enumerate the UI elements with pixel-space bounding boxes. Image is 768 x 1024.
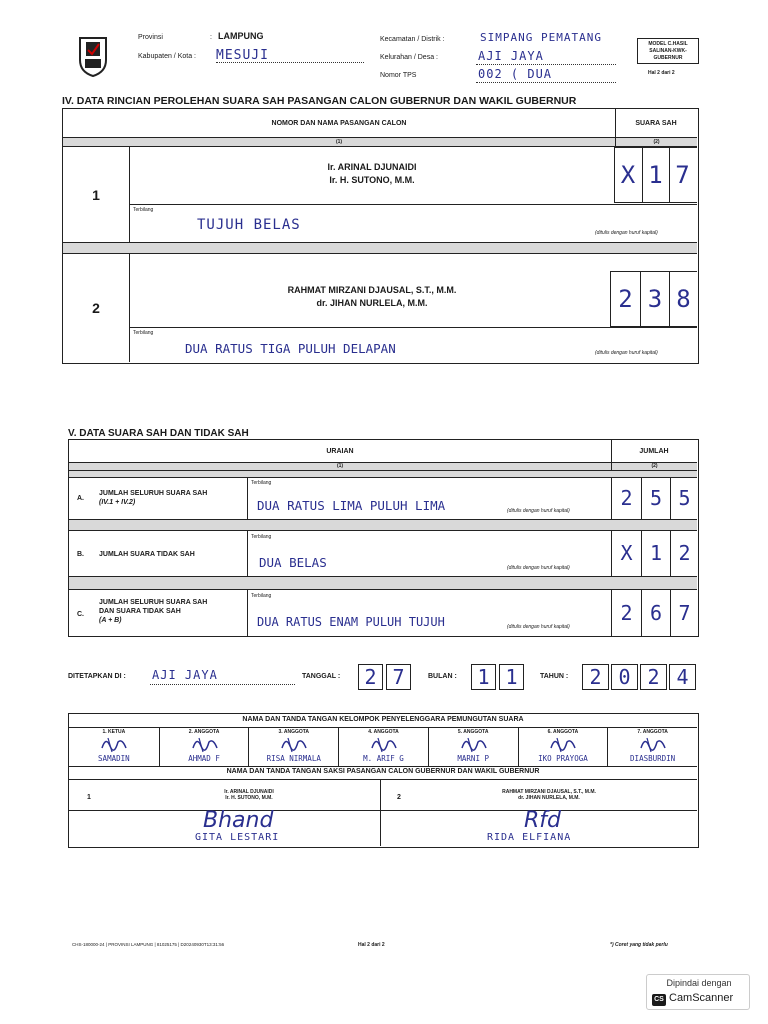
row-c-label3: (A + B) xyxy=(99,617,122,624)
row-b-terbilang: DUA BELAS xyxy=(259,555,327,570)
row-b-digit-1: X xyxy=(620,541,633,565)
row-a-letter: A. xyxy=(77,495,84,502)
candidate-2-kapital-note: (ditulis dengan huruf kapital) xyxy=(595,350,658,356)
bulan-digit-1: 1 xyxy=(471,664,496,690)
saksi-2-name: RIDA ELFIANA xyxy=(487,832,572,843)
tps-label: Nomor TPS xyxy=(380,72,417,79)
model-box: MODEL C.HASIL SALINAN-KWK-GUBERNUR xyxy=(637,38,699,64)
row-c-terbilang: DUA RATUS ENAM PULUH TUJUH xyxy=(257,615,445,629)
row-c-label1: JUMLAH SELURUH SUARA SAH xyxy=(99,599,208,606)
tanggal-digit-1: 2 xyxy=(358,664,383,690)
page-indicator: Hal 2 dari 2 xyxy=(648,70,675,76)
row-c-digits xyxy=(611,589,697,636)
kpps-role-7: 7. ANGGOTA xyxy=(637,729,668,735)
candidate-1-digit-1: X xyxy=(620,161,636,189)
kpps-name-1: SAMADIN xyxy=(98,754,130,763)
tahun-digit-3: 2 xyxy=(640,664,667,690)
signature-table xyxy=(68,713,699,848)
bulan-digit-2: 1 xyxy=(499,664,524,690)
row-a-label1: JUMLAH SELURUH SUARA SAH xyxy=(99,490,208,497)
kpps-role-2: 2. ANGGOTA xyxy=(188,729,220,735)
s5-col2-header: JUMLAH xyxy=(639,447,669,455)
candidate-2-votes xyxy=(610,271,697,327)
kpps-name-4: M. ARIF G xyxy=(363,754,404,763)
row-b-kapital-note: (ditulis dengan huruf kapital) xyxy=(507,565,570,571)
candidate-2-number: 2 xyxy=(92,300,100,316)
kelurahan-value: AJI JAYA xyxy=(478,49,544,63)
row-a-digits xyxy=(611,477,697,519)
saksi-1-signature: Bhand xyxy=(203,808,274,833)
footer-page: Hal 2 dari 2 xyxy=(358,942,385,948)
kpps-role-4: 4. ANGGOTA xyxy=(368,729,399,735)
kpps-name-6: IKO PRAYOGA xyxy=(538,754,588,763)
candidate-2-digit-3: 8 xyxy=(669,272,697,326)
s5-gap-c xyxy=(69,577,697,589)
candidate-2-name xyxy=(130,284,614,310)
kecamatan-value: SIMPANG PEMATANG xyxy=(480,31,602,44)
kpps-title: NAMA DAN TANDA TANGAN KELOMPOK PENYELENGGARA PEMUNGUTAN SUARA xyxy=(242,716,524,723)
candidate-2-digit-1: 2 xyxy=(618,285,633,313)
kpps-cell-5 xyxy=(428,728,518,766)
kpps-role-6: 6. ANGGOTA xyxy=(547,729,579,735)
candidate-2-name2: dr. JIHAN NURLELA, M.M. xyxy=(316,298,428,308)
saksi-1-number: 1 xyxy=(87,794,91,801)
kpps-name-3: RISA NIRMALA xyxy=(266,754,321,763)
candidate-1-terbilang: TUJUH BELAS xyxy=(197,217,301,233)
provinsi-value: LAMPUNG xyxy=(218,31,264,41)
kpps-cell-3 xyxy=(248,728,338,766)
footer-note: *) Coret yang tidak perlu xyxy=(610,942,668,948)
row-a-digit-2: 5 xyxy=(641,477,670,519)
candidate-1-name2: Ir. H. SUTONO, M.M. xyxy=(329,175,415,185)
saksi-2-cand2: dr. JIHAN NURLELA, M.M. xyxy=(518,795,580,801)
row-a-label xyxy=(99,489,207,507)
tanggal-digit-2: 7 xyxy=(386,664,411,690)
saksi-2-cand1: RAHMAT MIRZANI DJAUSAL, S.T., M.M. xyxy=(502,789,596,795)
tahun-digit-4: 4 xyxy=(669,664,696,690)
saksi-2-candidate xyxy=(469,789,629,801)
s4-col1-header: NOMOR DAN NAMA PASANGAN CALON xyxy=(271,119,407,127)
saksi-1-cand1: Ir. ARINAL DJUNAIDI xyxy=(224,789,274,795)
row-c-digit-1: 2 xyxy=(620,600,633,625)
kpu-logo xyxy=(76,34,110,78)
candidate-1-digit-2: 1 xyxy=(642,148,668,202)
kpps-role-3: 3. ANGGOTA xyxy=(278,729,310,735)
s4-col2-header: SUARA SAH xyxy=(635,119,677,127)
kpps-role-5: 5. ANGGOTA xyxy=(457,729,489,735)
candidate-2-terbilang: DUA RATUS TIGA PULUH DELAPAN xyxy=(185,341,396,356)
row-b-digit-3: 2 xyxy=(670,530,698,576)
camscanner-badge xyxy=(646,974,750,1010)
kelurahan-label: Kelurahan / Desa : xyxy=(380,54,438,61)
saksi-1-candidate xyxy=(199,789,299,801)
s5-col2-sub: (2) xyxy=(612,463,697,470)
bulan-label: BULAN : xyxy=(428,673,457,680)
candidate-2-digit-2: 3 xyxy=(640,272,669,326)
row-c-letter: C. xyxy=(77,611,84,618)
kpps-cell-7 xyxy=(607,728,697,766)
kpps-cell-1 xyxy=(69,728,159,766)
candidate-1-digit-3: 7 xyxy=(669,148,695,202)
saksi-title: NAMA DAN TANDA TANGAN SAKSI PASANGAN CALON GUBERNUR DAN WAKIL GUBERNUR xyxy=(226,768,540,775)
row-c-kapital-note: (ditulis dengan huruf kapital) xyxy=(507,624,570,630)
row-a-terbilang-label: Terbilang xyxy=(251,480,272,486)
tahun-digit-1: 2 xyxy=(582,664,609,690)
row-b-digits xyxy=(611,530,697,576)
kabupaten-label: Kabupaten / Kota : xyxy=(138,53,196,60)
candidate-2-name1: RAHMAT MIRZANI DJAUSAL, S.T., M.M. xyxy=(287,285,457,295)
candidate-1-name1: Ir. ARINAL DJUNAIDI xyxy=(327,162,417,172)
candidate-1-number: 1 xyxy=(92,186,100,203)
kpps-cell-6 xyxy=(518,728,608,766)
tahun-label: TAHUN : xyxy=(540,673,569,680)
kpps-name-2: AHMAD F xyxy=(188,754,220,763)
section4-title: IV. DATA RINCIAN PEROLEHAN SUARA SAH PASANGAN CALON GUBERNUR DAN WAKIL GUBERNUR xyxy=(62,95,577,107)
saksi-2-signature: Rfd xyxy=(524,808,561,833)
row-a-digit-1: 2 xyxy=(620,486,633,510)
saksi-1-name: GITA LESTARI xyxy=(195,832,280,843)
kpps-cell-4 xyxy=(338,728,428,766)
kpps-role-1: 1. KETUA xyxy=(102,729,126,735)
tanggal-label: TANGGAL : xyxy=(302,673,341,680)
tps-value: 002 ( DUA xyxy=(478,67,553,81)
row-c-digit-3: 7 xyxy=(670,589,698,636)
row-b-digit-2: 1 xyxy=(641,530,670,576)
row-c-label xyxy=(99,598,207,625)
candidate-1-votes xyxy=(614,147,697,203)
section4-table xyxy=(62,108,699,364)
kpps-name-5: MARNI P xyxy=(457,754,489,763)
scanner-label: Dipindai dengan xyxy=(666,978,732,988)
footer-code: CHS-180000-24 | PROVINSI LAMPUNG | 81025175 | D20240930T13:31:56 xyxy=(72,942,225,947)
ditetapkan-label: DITETAPKAN DI : xyxy=(68,673,126,680)
kpps-cell-2 xyxy=(159,728,249,766)
kpps-name-7: DIASBURDIN xyxy=(630,754,676,763)
s5-gap-b xyxy=(69,520,697,530)
candidate-1-kapital-note: (ditulis dengan huruf kapital) xyxy=(595,230,658,236)
ditetapkan-value: AJI JAYA xyxy=(152,668,218,682)
row-a-label2: (IV.1 + IV.2) xyxy=(99,499,136,506)
candidate-1-name xyxy=(130,161,614,187)
row-c-label2: DAN SUARA TIDAK SAH xyxy=(99,608,181,615)
provinsi-label: Provinsi xyxy=(138,34,163,41)
s4-col1-sub: (1) xyxy=(63,138,615,146)
section5-title: V. DATA SUARA SAH DAN TIDAK SAH xyxy=(68,428,249,439)
s4-separator xyxy=(63,242,697,254)
row-b-label1: JUMLAH SUARA TIDAK SAH xyxy=(99,551,195,558)
row-c-digit-2: 6 xyxy=(641,589,670,636)
candidate-1-terbilang-label: Terbilang xyxy=(133,207,154,213)
candidate-2-terbilang-label: Terbilang xyxy=(133,330,154,336)
saksi-1-cand2: Ir. H. SUTONO, M.M. xyxy=(225,795,273,801)
saksi-2-number: 2 xyxy=(397,794,401,801)
s5-col1-header: URAIAN xyxy=(326,447,354,455)
row-a-terbilang: DUA RATUS LIMA PULUH LIMA xyxy=(257,498,446,513)
s4-col2-sub: (2) xyxy=(616,138,697,146)
camscanner-icon: CS xyxy=(652,994,666,1006)
row-b-terbilang-label: Terbilang xyxy=(251,534,272,540)
row-c-terbilang-label: Terbilang xyxy=(251,593,272,599)
scanner-brand: CamScanner xyxy=(669,992,734,1004)
section5-table xyxy=(68,439,699,637)
kecamatan-label: Kecamatan / Distrik : xyxy=(380,36,445,43)
tahun-digit-2: 0 xyxy=(611,664,638,690)
s5-col1-sub: (1) xyxy=(69,463,611,470)
row-b-letter: B. xyxy=(77,551,84,558)
kabupaten-value: MESUJI xyxy=(216,48,269,63)
row-a-kapital-note: (ditulis dengan huruf kapital) xyxy=(507,508,570,514)
row-a-digit-3: 5 xyxy=(670,477,698,519)
